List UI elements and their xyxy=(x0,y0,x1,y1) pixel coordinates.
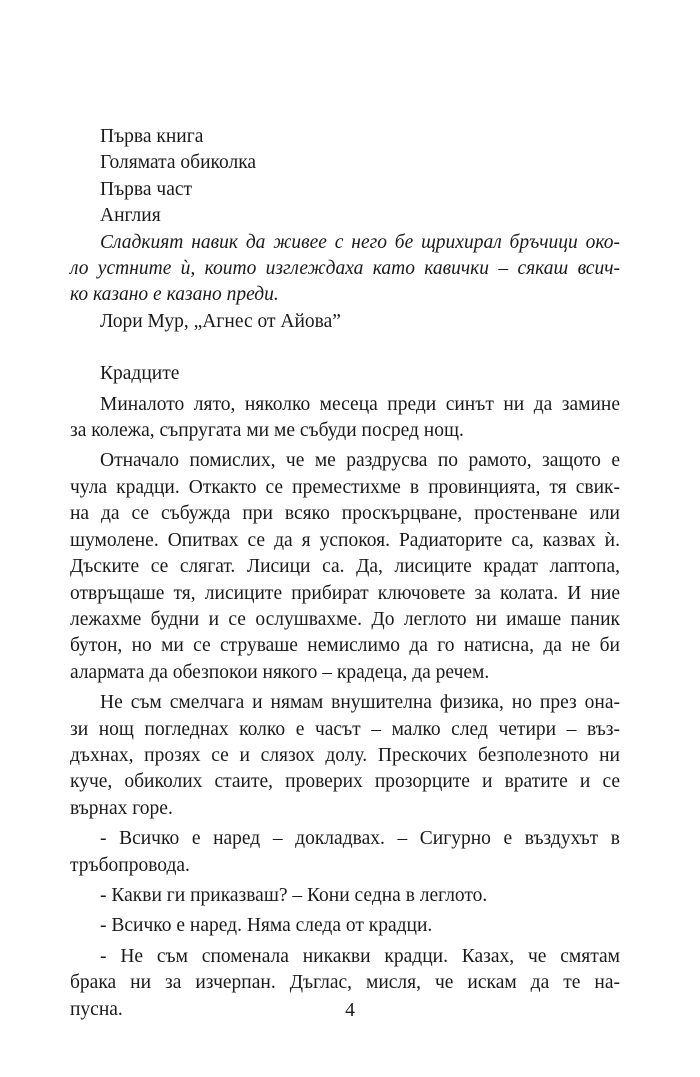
paragraph-line: чула крадци. Откакто се преместихме в провинцията, тя свик- xyxy=(70,476,620,498)
paragraph-line: - Всичко е наред. Няма следа от крадци. xyxy=(100,915,433,937)
paragraph-line: на да се събужда при всяко проскърцване, простенване или xyxy=(70,503,620,525)
book-label: Първа книга xyxy=(100,126,204,147)
paragraph-line: бутон, но ми се струваше немислимо да го натисна, да не би xyxy=(70,635,620,657)
page-body xyxy=(70,124,620,1023)
paragraph-line: дъхнах, прозях се и слязох долу. Прескочих безполезното ни xyxy=(70,744,620,766)
paragraph-line: куче, обиколих стаите, проверих прозорците и вратите и се xyxy=(70,771,620,793)
paragraph xyxy=(70,690,620,822)
epigraph-line: Сладкият навик да живее с него бе щрихирал бръчици око- xyxy=(100,231,620,253)
paragraph-line: шумолене. Опитвах се да я успокоя. Радиаторите са, казвах ѝ. xyxy=(70,529,620,551)
paragraph-line: тръбопровода. xyxy=(70,854,190,876)
paragraph-line: брака ни за изчерпан. Дъглас, мисля, че искам да те на- xyxy=(70,972,620,994)
book-title: Голямата обиколка xyxy=(100,152,257,174)
paragraph-line: Дъските се слягат. Лисици са. Да, лисиците крадат лаптопа, xyxy=(70,556,620,578)
paragraph-line: пусна. xyxy=(70,998,123,1020)
epigraph-line: ло устните ѝ, които изглеждаха като кавички – сякаш всич- xyxy=(70,258,620,280)
paragraph-line: - Не съм споменала никакви крадци. Казах, че смятам xyxy=(100,945,620,967)
epigraph xyxy=(70,230,620,309)
paragraph-line: алармата да обезпокои някого – крадеца, да речем. xyxy=(70,661,490,683)
paragraph xyxy=(70,826,620,879)
paragraph-line: върнах горе. xyxy=(70,797,173,819)
body-text xyxy=(70,392,620,1023)
paragraph xyxy=(100,913,620,939)
paragraph xyxy=(70,392,620,445)
paragraph-line: Отначало помислих, че ме раздрусва по рамото, защото е xyxy=(100,450,620,472)
paragraph-line: Не съм смелчага и нямам внушителна физика, но през она- xyxy=(100,692,620,714)
part-title: Англия xyxy=(100,205,161,227)
section-gap xyxy=(100,335,620,361)
page-number: 4 xyxy=(345,1000,355,1021)
part-label: Първа част xyxy=(100,178,193,200)
paragraph-line: лежахме будни и се ослушвахме. До леглото ни имаше паник xyxy=(70,608,620,630)
paragraph-line: за колежа, съпругата ми ме събуди посред нощ. xyxy=(70,420,464,442)
chapter-title: Крадците xyxy=(100,363,180,385)
epigraph-attribution: Лори Мур, „Агнес от Айова” xyxy=(100,310,341,332)
paragraph-line: Миналото лято, няколко месеца преди синът ни да замине xyxy=(100,393,620,415)
paragraph-line: - Какви ги приказваш? – Кони седна в леглото. xyxy=(100,884,488,906)
paragraph xyxy=(100,883,620,909)
epigraph-line: ко казано е казано преди. xyxy=(70,284,279,306)
paragraph-line: зи нощ погледнах колко е часът – малко след четири – въз- xyxy=(70,718,620,740)
paragraph-line: - Всичко е наред – докладвах. – Сигурно е въздухът в xyxy=(100,828,620,850)
paragraph xyxy=(70,448,620,686)
paragraph-line: отвръщаше тя, лисиците прибират ключовете за колата. И ние xyxy=(70,582,620,604)
